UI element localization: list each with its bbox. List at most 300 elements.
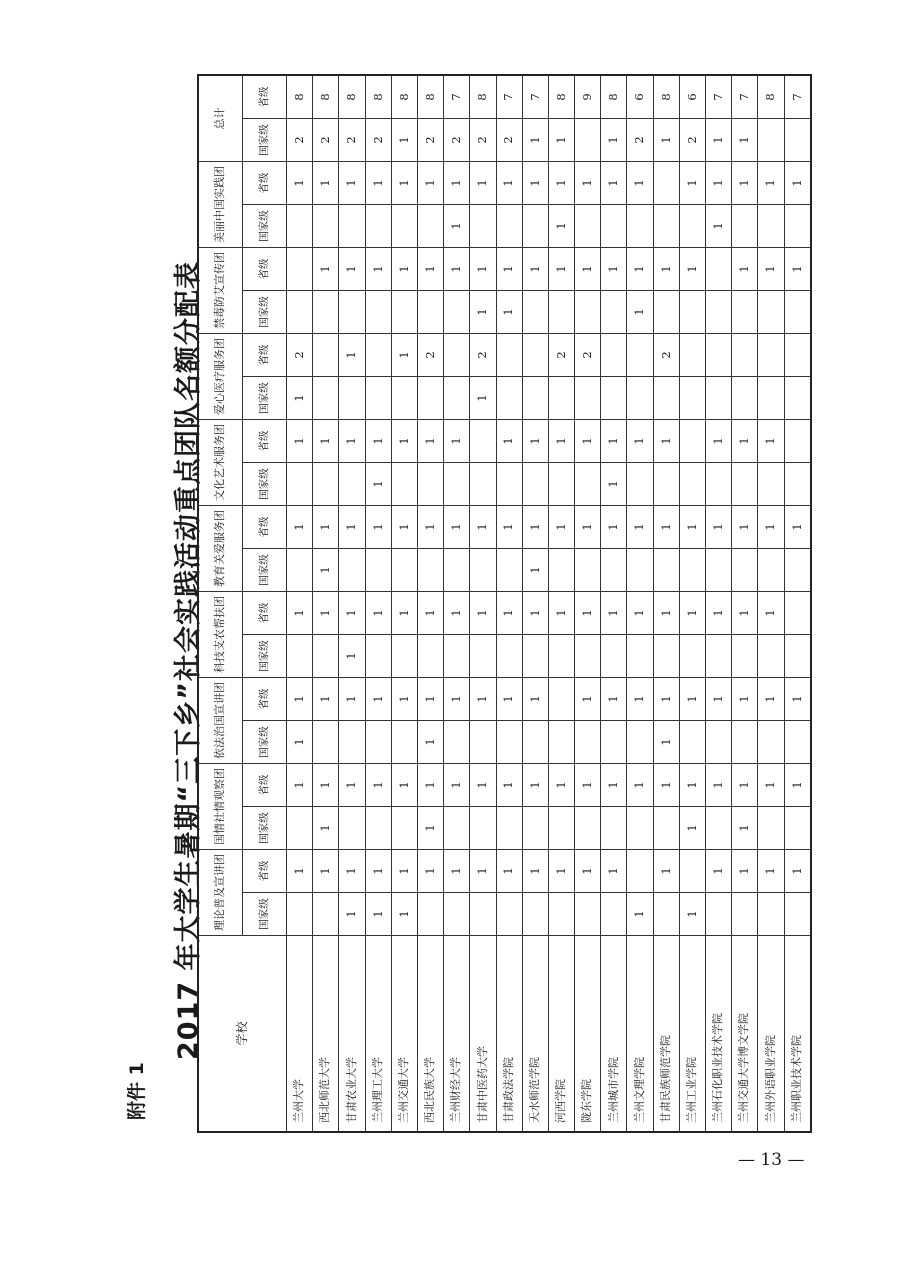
quota-cell	[548, 463, 574, 506]
quota-cell	[313, 205, 339, 248]
quota-cell: 1	[313, 807, 339, 850]
total-header: 总计	[199, 76, 243, 162]
quota-cell: 1	[391, 248, 417, 291]
quota-cell	[548, 549, 574, 592]
quota-cell	[653, 807, 679, 850]
quota-cell	[679, 850, 705, 893]
school-column-header: 学校	[199, 936, 287, 1132]
quota-cell	[601, 893, 627, 936]
quota-cell	[758, 463, 784, 506]
quota-cell	[417, 893, 443, 936]
table-row	[601, 76, 627, 1132]
quota-cell: 1	[313, 549, 339, 592]
quota-cell: 8	[339, 76, 365, 119]
quota-cell	[732, 463, 758, 506]
quota-cell: 1	[522, 162, 548, 205]
quota-cell: 1	[548, 420, 574, 463]
quota-cell	[522, 463, 548, 506]
quota-cell	[653, 162, 679, 205]
quota-cell	[601, 549, 627, 592]
quota-cell: 1	[679, 506, 705, 549]
quota-cell	[339, 549, 365, 592]
school-name: 兰州财经大学	[444, 936, 470, 1132]
quota-cell	[417, 549, 443, 592]
quota-cell: 1	[732, 248, 758, 291]
quota-cell: 1	[444, 248, 470, 291]
quota-cell: 8	[470, 76, 496, 119]
quota-cell	[313, 893, 339, 936]
quota-cell: 1	[784, 162, 810, 205]
quota-table	[198, 75, 811, 1132]
quota-cell: 1	[653, 764, 679, 807]
table-row	[575, 76, 601, 1132]
quota-cell: 1	[339, 764, 365, 807]
quota-cell: 2	[417, 334, 443, 377]
quota-cell: 1	[496, 291, 522, 334]
quota-cell	[522, 721, 548, 764]
quota-cell: 1	[287, 678, 313, 721]
quota-cell: 1	[679, 807, 705, 850]
quota-cell	[784, 205, 810, 248]
level-header-national: 国家级	[243, 463, 287, 506]
quota-cell	[444, 549, 470, 592]
quota-cell	[627, 205, 653, 248]
quota-cell: 1	[522, 678, 548, 721]
quota-cell: 1	[548, 764, 574, 807]
quota-cell	[391, 635, 417, 678]
quota-cell: 1	[287, 377, 313, 420]
quota-cell: 1	[470, 162, 496, 205]
quota-cell: 1	[601, 678, 627, 721]
quota-cell: 1	[444, 420, 470, 463]
quota-cell: 1	[679, 893, 705, 936]
quota-cell	[496, 807, 522, 850]
quota-cell	[548, 635, 574, 678]
quota-cell: 1	[548, 248, 574, 291]
quota-cell	[417, 377, 443, 420]
quota-cell	[391, 377, 417, 420]
quota-cell: 1	[758, 678, 784, 721]
quota-cell: 1	[522, 592, 548, 635]
quota-cell	[627, 377, 653, 420]
quota-cell: 2	[575, 334, 601, 377]
quota-cell	[706, 248, 732, 291]
quota-cell	[391, 205, 417, 248]
quota-cell	[758, 334, 784, 377]
quota-cell: 2	[548, 334, 574, 377]
quota-cell	[548, 721, 574, 764]
quota-cell	[601, 291, 627, 334]
quota-cell: 1	[548, 592, 574, 635]
quota-cell	[706, 291, 732, 334]
quota-cell	[732, 205, 758, 248]
quota-cell	[627, 807, 653, 850]
quota-cell: 2	[444, 119, 470, 162]
quota-cell: 1	[417, 506, 443, 549]
quota-cell: 1	[339, 506, 365, 549]
quota-cell	[784, 592, 810, 635]
quota-cell: 1	[417, 162, 443, 205]
quota-cell: 1	[627, 592, 653, 635]
quota-cell	[444, 463, 470, 506]
quota-cell: 1	[391, 893, 417, 936]
quota-cell	[653, 549, 679, 592]
quota-cell: 1	[732, 807, 758, 850]
quota-cell	[758, 893, 784, 936]
quota-cell	[417, 205, 443, 248]
quota-cell: 1	[601, 764, 627, 807]
quota-cell: 6	[627, 76, 653, 119]
quota-cell: 1	[339, 850, 365, 893]
quota-cell	[627, 463, 653, 506]
quota-cell: 1	[601, 850, 627, 893]
quota-cell: 1	[706, 592, 732, 635]
quota-cell	[313, 291, 339, 334]
level-header-provincial: 省级	[243, 850, 287, 893]
quota-cell	[522, 334, 548, 377]
quota-cell: 8	[601, 76, 627, 119]
quota-cell	[496, 377, 522, 420]
quota-cell: 1	[627, 162, 653, 205]
quota-cell: 1	[417, 807, 443, 850]
quota-cell	[313, 377, 339, 420]
quota-cell	[470, 463, 496, 506]
quota-cell: 1	[627, 893, 653, 936]
quota-cell	[758, 291, 784, 334]
quota-cell: 1	[365, 420, 391, 463]
quota-cell	[601, 807, 627, 850]
quota-cell	[496, 893, 522, 936]
quota-cell	[522, 807, 548, 850]
quota-cell	[287, 205, 313, 248]
group-header: 理论普及宣讲团	[199, 850, 243, 936]
quota-cell: 1	[496, 678, 522, 721]
quota-cell: 1	[339, 248, 365, 291]
quota-cell	[365, 549, 391, 592]
quota-cell: 1	[444, 850, 470, 893]
quota-cell: 1	[365, 463, 391, 506]
quota-cell: 1	[496, 506, 522, 549]
quota-cell	[365, 807, 391, 850]
quota-cell	[287, 549, 313, 592]
quota-cell: 1	[627, 248, 653, 291]
quota-cell: 1	[444, 678, 470, 721]
table-row	[548, 76, 574, 1132]
quota-cell: 8	[365, 76, 391, 119]
level-header-provincial: 省级	[243, 76, 287, 119]
quota-cell: 1	[627, 506, 653, 549]
quota-cell: 1	[417, 721, 443, 764]
quota-cell	[653, 291, 679, 334]
level-header-provincial: 省级	[243, 592, 287, 635]
quota-cell	[601, 721, 627, 764]
quota-cell: 1	[548, 506, 574, 549]
quota-cell: 1	[679, 678, 705, 721]
school-name: 兰州职业技术学院	[784, 936, 810, 1132]
page-number: — 13 —	[738, 1150, 805, 1170]
quota-cell	[391, 463, 417, 506]
quota-cell: 2	[287, 334, 313, 377]
level-header-provincial: 省级	[243, 764, 287, 807]
quota-cell	[627, 334, 653, 377]
quota-cell	[470, 205, 496, 248]
quota-cell	[784, 463, 810, 506]
quota-cell: 1	[706, 678, 732, 721]
quota-cell	[732, 377, 758, 420]
quota-cell: 1	[391, 764, 417, 807]
school-name: 兰州理工大学	[365, 936, 391, 1132]
quota-cell	[679, 420, 705, 463]
quota-cell: 8	[758, 76, 784, 119]
table-row	[627, 76, 653, 1132]
school-name: 兰州石化职业技术学院	[706, 936, 732, 1132]
quota-cell: 1	[470, 592, 496, 635]
quota-cell: 2	[496, 119, 522, 162]
quota-cell: 1	[732, 119, 758, 162]
quota-cell: 7	[706, 76, 732, 119]
quota-cell	[601, 205, 627, 248]
table-row	[287, 76, 313, 1132]
quota-cell: 1	[601, 506, 627, 549]
quota-cell: 1	[706, 506, 732, 549]
quota-cell: 1	[313, 678, 339, 721]
quota-cell: 1	[522, 764, 548, 807]
quota-cell: 1	[706, 119, 732, 162]
quota-cell	[496, 549, 522, 592]
quota-cell	[548, 377, 574, 420]
table-row	[365, 76, 391, 1132]
quota-cell: 1	[548, 162, 574, 205]
quota-cell	[601, 635, 627, 678]
quota-cell	[470, 721, 496, 764]
quota-cell: 8	[548, 76, 574, 119]
quota-cell: 1	[653, 248, 679, 291]
quota-cell: 1	[365, 506, 391, 549]
quota-cell	[784, 377, 810, 420]
group-header-row	[199, 76, 243, 1132]
quota-cell: 1	[732, 678, 758, 721]
quota-cell	[444, 635, 470, 678]
quota-cell: 1	[313, 506, 339, 549]
quota-cell: 7	[784, 76, 810, 119]
table-row	[444, 76, 470, 1132]
quota-cell	[758, 635, 784, 678]
school-name: 兰州外语职业学院	[758, 936, 784, 1132]
quota-cell	[496, 635, 522, 678]
quota-cell	[627, 721, 653, 764]
level-header-national: 国家级	[243, 291, 287, 334]
quota-cell	[706, 334, 732, 377]
quota-cell	[784, 635, 810, 678]
quota-cell: 7	[732, 76, 758, 119]
quota-cell	[679, 635, 705, 678]
quota-cell	[784, 549, 810, 592]
level-header-provincial: 省级	[243, 248, 287, 291]
quota-cell: 1	[679, 162, 705, 205]
quota-cell	[470, 549, 496, 592]
quota-cell: 8	[653, 76, 679, 119]
quota-cell: 1	[496, 420, 522, 463]
quota-cell	[391, 549, 417, 592]
quota-cell	[758, 205, 784, 248]
quota-cell	[365, 205, 391, 248]
quota-cell	[679, 205, 705, 248]
quota-cell: 1	[470, 850, 496, 893]
quota-cell	[470, 420, 496, 463]
quota-cell: 9	[575, 76, 601, 119]
level-header-national: 国家级	[243, 721, 287, 764]
quota-cell: 1	[522, 850, 548, 893]
quota-cell	[522, 205, 548, 248]
quota-cell: 1	[522, 506, 548, 549]
quota-cell	[522, 635, 548, 678]
quota-cell	[444, 334, 470, 377]
quota-cell: 1	[287, 850, 313, 893]
quota-cell: 1	[732, 420, 758, 463]
quota-cell: 1	[365, 850, 391, 893]
quota-cell	[496, 334, 522, 377]
quota-cell	[732, 721, 758, 764]
school-name: 兰州大学	[287, 936, 313, 1132]
level-header-national: 国家级	[243, 549, 287, 592]
quota-cell	[339, 807, 365, 850]
quota-cell	[444, 377, 470, 420]
quota-cell: 1	[470, 678, 496, 721]
quota-cell	[287, 893, 313, 936]
quota-cell: 1	[391, 162, 417, 205]
quota-cell	[758, 721, 784, 764]
table-row	[732, 76, 758, 1132]
quota-cell	[444, 721, 470, 764]
quota-cell: 1	[444, 592, 470, 635]
quota-cell	[548, 893, 574, 936]
quota-cell: 1	[575, 420, 601, 463]
quota-cell: 1	[732, 506, 758, 549]
quota-cell	[548, 291, 574, 334]
quota-cell: 1	[417, 850, 443, 893]
quota-cell	[548, 678, 574, 721]
quota-cell: 1	[391, 420, 417, 463]
quota-cell	[575, 205, 601, 248]
quota-cell	[470, 807, 496, 850]
school-name: 兰州交通大学	[391, 936, 417, 1132]
table-row	[339, 76, 365, 1132]
school-name: 甘肃农业大学	[339, 936, 365, 1132]
quota-cell: 2	[339, 119, 365, 162]
quota-cell	[575, 119, 601, 162]
quota-cell	[627, 850, 653, 893]
quota-cell: 2	[287, 119, 313, 162]
quota-cell	[417, 635, 443, 678]
school-name: 西北师范大学	[313, 936, 339, 1132]
level-header-provincial: 省级	[243, 420, 287, 463]
quota-cell: 2	[679, 119, 705, 162]
quota-cell	[784, 721, 810, 764]
quota-cell: 1	[365, 162, 391, 205]
quota-cell: 1	[496, 248, 522, 291]
level-header-national: 国家级	[243, 377, 287, 420]
quota-cell	[313, 721, 339, 764]
quota-cell	[339, 291, 365, 334]
group-header: 禁毒防艾宣传团	[199, 248, 243, 334]
level-header-national: 国家级	[243, 119, 287, 162]
quota-cell: 1	[706, 420, 732, 463]
level-header-national: 国家级	[243, 807, 287, 850]
quota-cell: 1	[653, 850, 679, 893]
school-name: 兰州文理学院	[627, 936, 653, 1132]
quota-cell: 2	[653, 334, 679, 377]
quota-cell: 1	[287, 162, 313, 205]
quota-cell: 2	[470, 119, 496, 162]
quota-cell: 1	[522, 420, 548, 463]
quota-cell: 1	[391, 119, 417, 162]
school-name: 兰州交通大学博文学院	[732, 936, 758, 1132]
quota-cell: 1	[417, 592, 443, 635]
quota-cell	[784, 119, 810, 162]
quota-cell	[575, 463, 601, 506]
quota-cell: 2	[470, 334, 496, 377]
quota-cell: 8	[313, 76, 339, 119]
quota-cell: 1	[470, 377, 496, 420]
quota-cell: 1	[470, 764, 496, 807]
quota-cell: 1	[287, 506, 313, 549]
quota-cell: 1	[313, 850, 339, 893]
quota-cell: 1	[391, 850, 417, 893]
quota-cell	[339, 463, 365, 506]
quota-cell: 1	[365, 764, 391, 807]
school-name: 西北民族大学	[417, 936, 443, 1132]
quota-cell: 2	[417, 119, 443, 162]
quota-cell: 1	[548, 850, 574, 893]
table-row	[522, 76, 548, 1132]
school-name: 兰州城市学院	[601, 936, 627, 1132]
quota-cell	[653, 893, 679, 936]
quota-cell: 1	[313, 764, 339, 807]
quota-cell	[339, 377, 365, 420]
group-header: 教育关爱服务团	[199, 506, 243, 592]
quota-cell: 1	[758, 592, 784, 635]
quota-cell	[391, 721, 417, 764]
table-row	[470, 76, 496, 1132]
level-header-provincial: 省级	[243, 678, 287, 721]
quota-cell: 1	[601, 248, 627, 291]
quota-cell: 1	[496, 764, 522, 807]
quota-cell: 1	[287, 420, 313, 463]
level-header-provincial: 省级	[243, 506, 287, 549]
school-name: 天水师范学院	[522, 936, 548, 1132]
level-header-national: 国家级	[243, 635, 287, 678]
quota-cell	[679, 291, 705, 334]
quota-cell: 1	[339, 162, 365, 205]
level-header-national: 国家级	[243, 893, 287, 936]
quota-cell: 8	[417, 76, 443, 119]
quota-cell	[496, 463, 522, 506]
quota-cell: 1	[784, 678, 810, 721]
table-row	[784, 76, 810, 1132]
quota-cell	[732, 635, 758, 678]
quota-cell	[784, 334, 810, 377]
level-header-provincial: 省级	[243, 162, 287, 205]
school-name: 甘肃民族师范学院	[653, 936, 679, 1132]
quota-cell	[575, 893, 601, 936]
quota-cell	[784, 420, 810, 463]
quota-cell: 1	[575, 162, 601, 205]
school-name: 兰州工业学院	[679, 936, 705, 1132]
table-row	[758, 76, 784, 1132]
quota-cell: 1	[444, 162, 470, 205]
quota-cell: 1	[496, 592, 522, 635]
quota-cell	[575, 807, 601, 850]
